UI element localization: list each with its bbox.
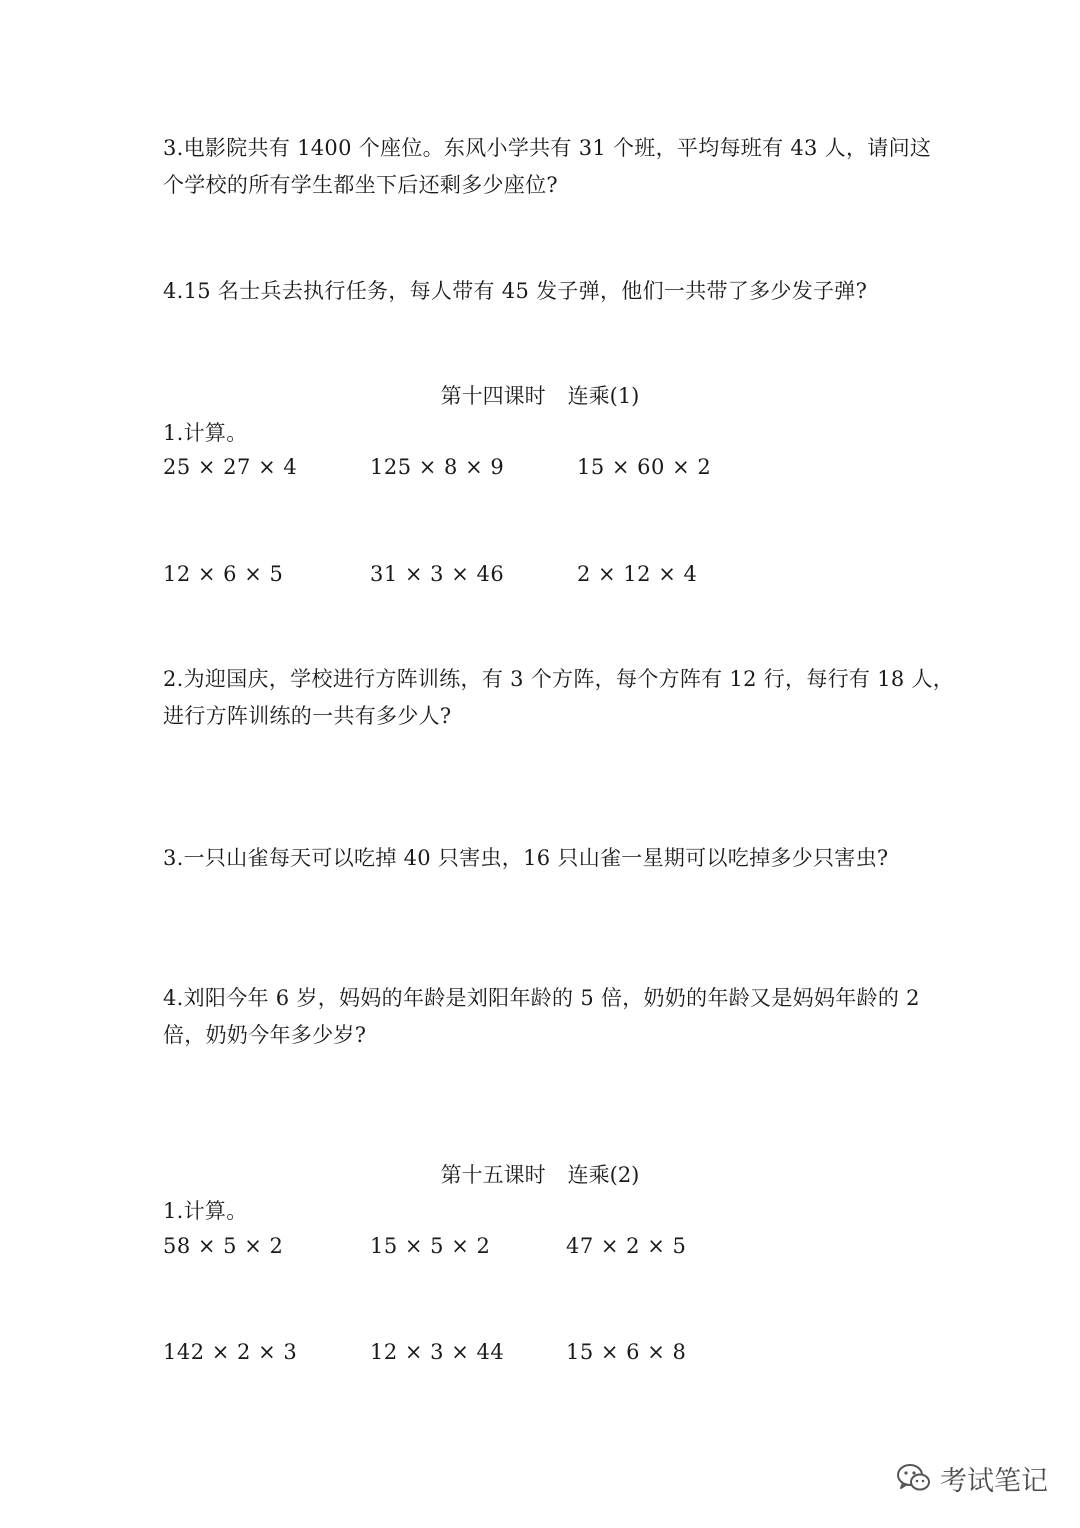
lesson15-title — [0, 1160, 1080, 1190]
prev-q4-line1: 4.15 名士兵去执行任务，每人带有 45 发子弹，他们一共带了多少发子弹? — [163, 279, 868, 303]
lesson14-calc-2: 125 × 8 × 9 — [370, 455, 505, 479]
lesson15-calc-4: 142 × 2 × 3 — [163, 1340, 298, 1364]
lesson14-q2-line2: 进行方阵训练的一共有多少人? — [163, 704, 452, 728]
lesson14-q4-line2: 倍，奶奶今年多少岁? — [163, 1023, 367, 1047]
lesson14-calc-3: 15 × 60 × 2 — [577, 455, 712, 479]
lesson14-q1-label: 1.计算。 — [163, 421, 248, 445]
lesson14-calc-5: 31 × 3 × 46 — [370, 562, 505, 586]
lesson14-q4-line1: 4.刘阳今年 6 岁，妈妈的年龄是刘阳年龄的 5 倍，奶奶的年龄又是妈妈年龄的 2 — [163, 986, 920, 1010]
lesson14-title-part1: 第十四课时 — [440, 384, 546, 408]
lesson15-calc-2: 15 × 5 × 2 — [370, 1234, 491, 1258]
prev-q3-line2: 个学校的所有学生都坐下后还剩多少座位? — [163, 173, 558, 197]
watermark-text: 考试笔记 — [940, 1465, 1048, 1497]
lesson15-calc-6: 15 × 6 × 8 — [566, 1340, 687, 1364]
lesson15-calc-1: 58 × 5 × 2 — [163, 1234, 284, 1258]
lesson15-calc-5: 12 × 3 × 44 — [370, 1340, 505, 1364]
lesson14-title-part2: 连乘(1) — [567, 384, 640, 408]
prev-q3-line1: 3.电影院共有 1400 个座位。东风小学共有 31 个班，平均每班有 43 人，请问这 — [163, 136, 932, 160]
lesson14-q2-line1: 2.为迎国庆，学校进行方阵训练，有 3 个方阵，每个方阵有 12 行，每行有 18 人， — [163, 667, 955, 691]
lesson15-title-part2: 连乘(2) — [567, 1163, 640, 1187]
lesson14-calc-1: 25 × 27 × 4 — [163, 455, 298, 479]
lesson15-title-part1: 第十五课时 — [440, 1163, 546, 1187]
lesson14-q3-line1: 3.一只山雀每天可以吃掉 40 只害虫，16 只山雀一星期可以吃掉多少只害虫? — [163, 846, 889, 870]
lesson15-calc-3: 47 × 2 × 5 — [566, 1234, 687, 1258]
wechat-icon — [896, 1463, 932, 1493]
watermark — [896, 1456, 1048, 1500]
lesson14-calc-4: 12 × 6 × 5 — [163, 562, 284, 586]
lesson14-title — [0, 381, 1080, 411]
lesson15-q1-label: 1.计算。 — [163, 1199, 248, 1223]
lesson14-calc-6: 2 × 12 × 4 — [577, 562, 698, 586]
